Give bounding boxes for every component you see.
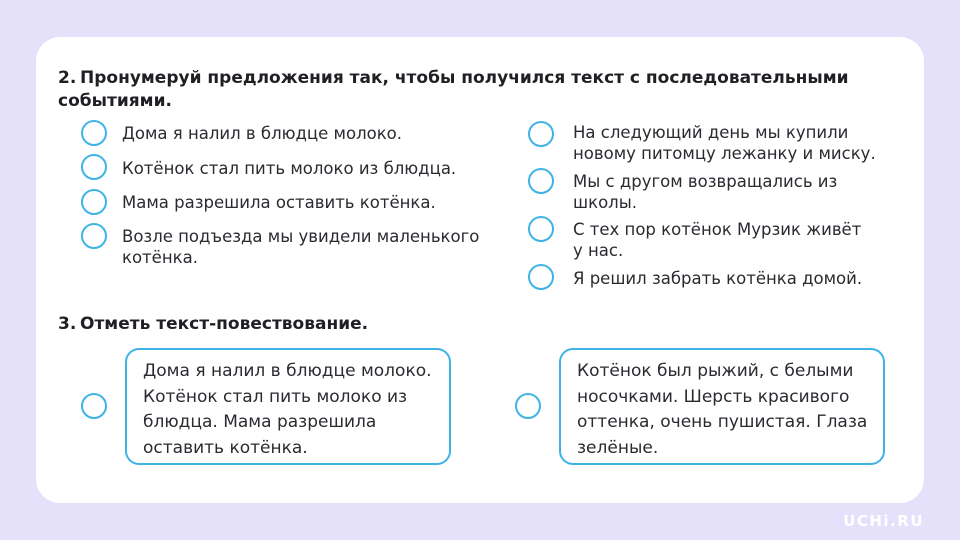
task-2-right-radio-2[interactable]: [528, 168, 554, 194]
task-2-number: 2.: [58, 68, 77, 88]
task-2-right-radio-3[interactable]: [528, 216, 554, 242]
task-2-left-radio-2[interactable]: [81, 154, 107, 180]
task-2-text: Пронумеруй предложения так, чтобы получился текст с последовательными событиями.: [58, 68, 849, 111]
task-2-right-radio-1[interactable]: [528, 121, 554, 147]
task-2-right-option-2: Мы с другом возвращались из школы.: [573, 172, 838, 212]
task-2-left-option-1: Дома я налил в блюдце молоко.: [122, 124, 403, 143]
task-3-number: 3.: [58, 314, 77, 334]
task-2-right-radio-4[interactable]: [528, 264, 554, 290]
task-2-left-option-3: Мама разрешила оставить котёнка.: [122, 193, 436, 212]
task-3-title: [58, 313, 658, 336]
task-3-text: Отметь текст-повествование.: [80, 314, 369, 334]
uchi-logo: UCHi.RU: [843, 512, 924, 530]
task-2-left-radio-3[interactable]: [81, 189, 107, 215]
task-3-option-a[interactable]: Дома я налил в блюдце молоко. Котёнок стал пить молоко из блюдца. Мама разрешила оставить котёнка.: [125, 348, 451, 465]
task-3-radio-a[interactable]: [81, 393, 107, 419]
task-2-title: [58, 67, 878, 113]
task-3-option-b[interactable]: Котёнок был рыжий, с белыми носочками. Шерсть красивого оттенка, очень пушистая. Глаза зелёные.: [559, 348, 885, 465]
task-2-right-option-3: С тех пор котёнок Мурзик живёт у нас.: [573, 220, 862, 260]
worksheet-card: [36, 37, 924, 503]
task-2-right-option-4: Я решил забрать котёнка домой.: [573, 269, 863, 288]
task-2-left-option-2: Котёнок стал пить молоко из блюдца.: [122, 159, 457, 178]
task-2-left-radio-4[interactable]: [81, 223, 107, 249]
task-3-radio-b[interactable]: [515, 393, 541, 419]
task-2-right-option-1: На следующий день мы купили новому питомцу лежанку и миску.: [573, 123, 876, 163]
task-2-left-radio-1[interactable]: [81, 120, 107, 146]
task-2-left-option-4: Возле подъезда мы увидели маленького котёнка.: [122, 227, 480, 267]
